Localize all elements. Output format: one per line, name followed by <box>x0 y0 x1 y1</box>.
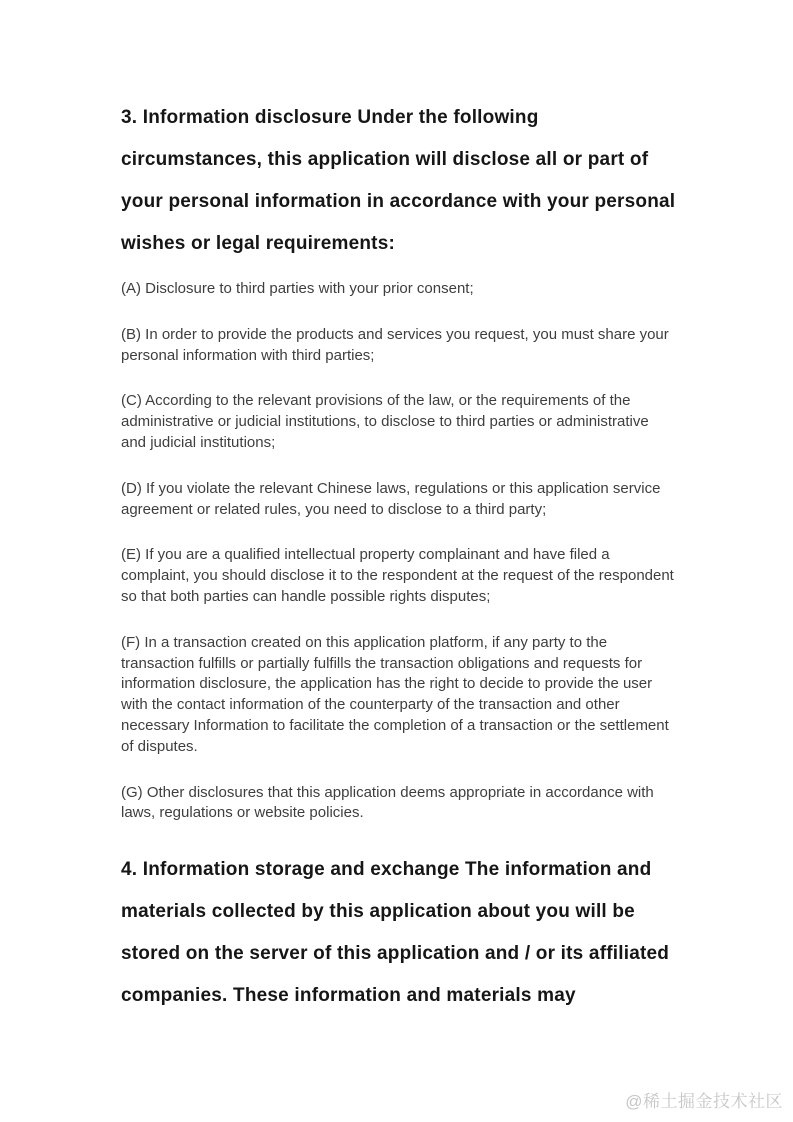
paragraph-b: (B) In order to provide the products and services you request, you must share your personal information with third parties; <box>121 325 669 364</box>
paragraph-a: (A) Disclosure to third parties with your prior consent; <box>121 280 474 297</box>
paragraph-g: (G) Other disclosures that this application deems appropriate in accordance with laws, regulations or website policies. <box>121 783 654 822</box>
section-information-disclosure <box>121 97 677 824</box>
paragraph-f: (F) In a transaction created on this application platform, if any party to the transaction fulfills or partially fulfills the transaction obligations and requests for information disclosure, the application has the right to decide to provide the user with the contact information of the counterparty of the transaction and other necessary Information to facilitate the completion of a transaction or the settlement of disputes. <box>121 633 669 755</box>
paragraph-e: (E) If you are a qualified intellectual property complainant and have filed a complaint, you should disclose it to the respondent at the request of the respondent so that both parties can handle possible rights disputes; <box>121 546 674 605</box>
paragraph-d: (D) If you violate the relevant Chinese laws, regulations or this application service agreement or related rules, you need to disclose to a third party; <box>121 479 661 518</box>
watermark: @稀土掘金技术社区 <box>625 1092 783 1111</box>
section-3-heading: 3. Information disclosure Under the following circumstances, this application will disclose all or part of your personal information in accordance with your personal wishes or legal requirements: <box>121 107 676 254</box>
section-information-storage <box>121 849 677 1017</box>
paragraph-c: (C) According to the relevant provisions of the law, or the requirements of the administrative or judicial institutions, to disclose to third parties or administrative and judicial institutions; <box>121 392 649 451</box>
document-page <box>121 97 677 1031</box>
section-4-heading: 4. Information storage and exchange The information and materials collected by this application about you will be stored on the server of this application and / or its affiliated companies. These information and materials may <box>121 859 670 1007</box>
